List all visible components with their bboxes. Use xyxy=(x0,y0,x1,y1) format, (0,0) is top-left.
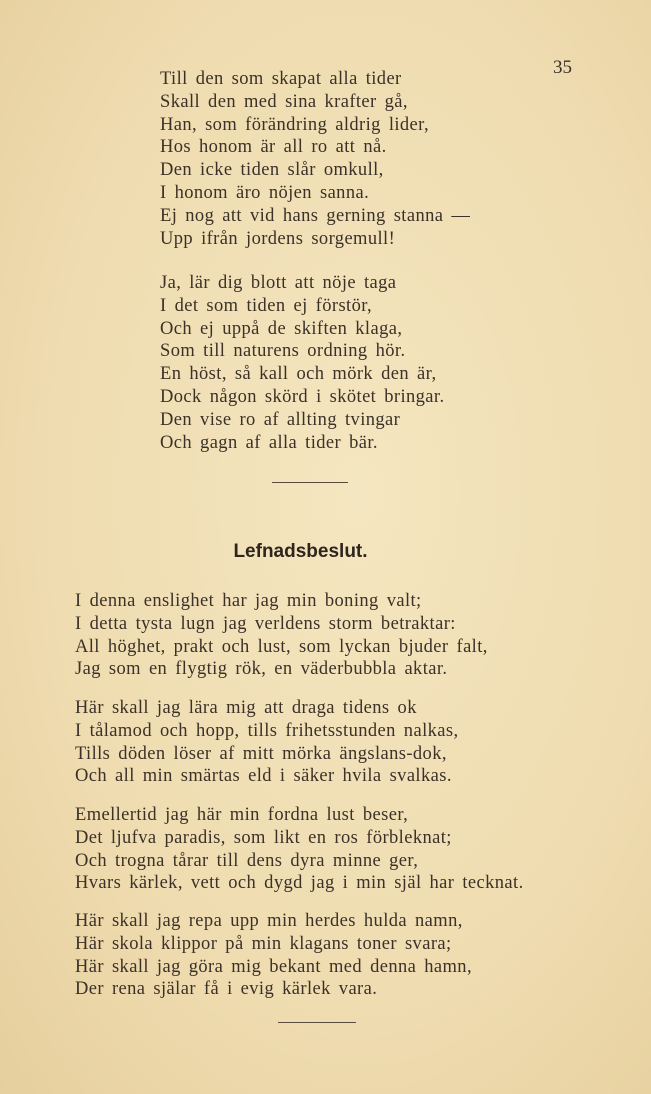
poem2-stanza-2 xyxy=(75,697,459,788)
verse-line: I det som tiden ej förstör, xyxy=(160,295,373,316)
section-divider xyxy=(272,482,348,483)
verse-line: Som till naturens ordning hör. xyxy=(160,341,406,362)
verse-line: I denna enslighet har jag min boning valt; xyxy=(75,591,422,611)
verse-line: Den icke tiden slår omkull, xyxy=(160,160,384,181)
poem1-stanza-2 xyxy=(160,272,444,454)
verse-line: Här skall jag repa upp min herdes hulda namn, xyxy=(75,911,463,931)
verse-line: Här skall jag lära mig att draga tidens ok xyxy=(75,698,417,718)
verse-line: Jag som en flygtig rök, en väderbubbla aktar. xyxy=(75,659,448,680)
verse-line: Och ej uppå de skiften klaga, xyxy=(160,318,403,339)
verse-line: Emellertid jag här min fordna lust beser, xyxy=(75,805,409,825)
verse-line: I detta tysta lugn jag verldens storm betraktar: xyxy=(75,613,456,634)
poem-title: Lefnadsbeslut. xyxy=(233,541,368,562)
verse-line: Upp ifrån jordens sorgemull! xyxy=(160,228,396,249)
verse-line: Här skola klippor på min klagans toner svara; xyxy=(75,933,452,954)
verse-line: Och gagn af alla tider bär. xyxy=(160,432,378,453)
verse-line: Den vise ro af allting tvingar xyxy=(160,409,401,430)
verse-line: I tålamod och hopp, tills frihetsstunden nalkas, xyxy=(75,720,459,741)
poem2-stanza-3 xyxy=(75,804,524,895)
verse-line: I honom äro nöjen sanna. xyxy=(160,182,370,203)
poem2-stanza-4 xyxy=(75,910,472,1001)
page-number: 35 xyxy=(553,57,572,78)
verse-line: Ja, lär dig blott att nöje taga xyxy=(160,273,397,293)
poem2-stanza-1 xyxy=(75,590,488,681)
verse-line: Det ljufva paradis, som likt en ros förbleknat; xyxy=(75,827,452,848)
poem1-stanza-1 xyxy=(160,68,470,250)
verse-line: Han, som förändring aldrig lider, xyxy=(160,114,430,135)
verse-line: Dock någon skörd i skötet bringar. xyxy=(160,386,445,407)
verse-line: Här skall jag göra mig bekant med denna hamn, xyxy=(75,956,472,977)
verse-line: Och trogna tårar till dens dyra minne ger, xyxy=(75,850,419,871)
end-divider xyxy=(278,1022,356,1023)
verse-line: En höst, så kall och mörk den är, xyxy=(160,364,437,385)
verse-line: Tills döden löser af mitt mörka ängslans-dok, xyxy=(75,743,447,764)
verse-line: Skall den med sina krafter gå, xyxy=(160,91,408,112)
verse-line: All höghet, prakt och lust, som lyckan bjuder falt, xyxy=(75,636,488,657)
verse-line: Hvars kärlek, vett och dygd jag i min själ har tecknat. xyxy=(75,873,524,894)
verse-line: Ej nog att vid hans gerning stanna — xyxy=(160,205,471,226)
verse-line: Och all min smärtas eld i säker hvila svalkas. xyxy=(75,766,452,787)
verse-line: Hos honom är all ro att nå. xyxy=(160,137,387,158)
verse-line: Der rena själar få i evig kärlek vara. xyxy=(75,979,378,1000)
verse-line: Till den som skapat alla tider xyxy=(160,69,402,89)
